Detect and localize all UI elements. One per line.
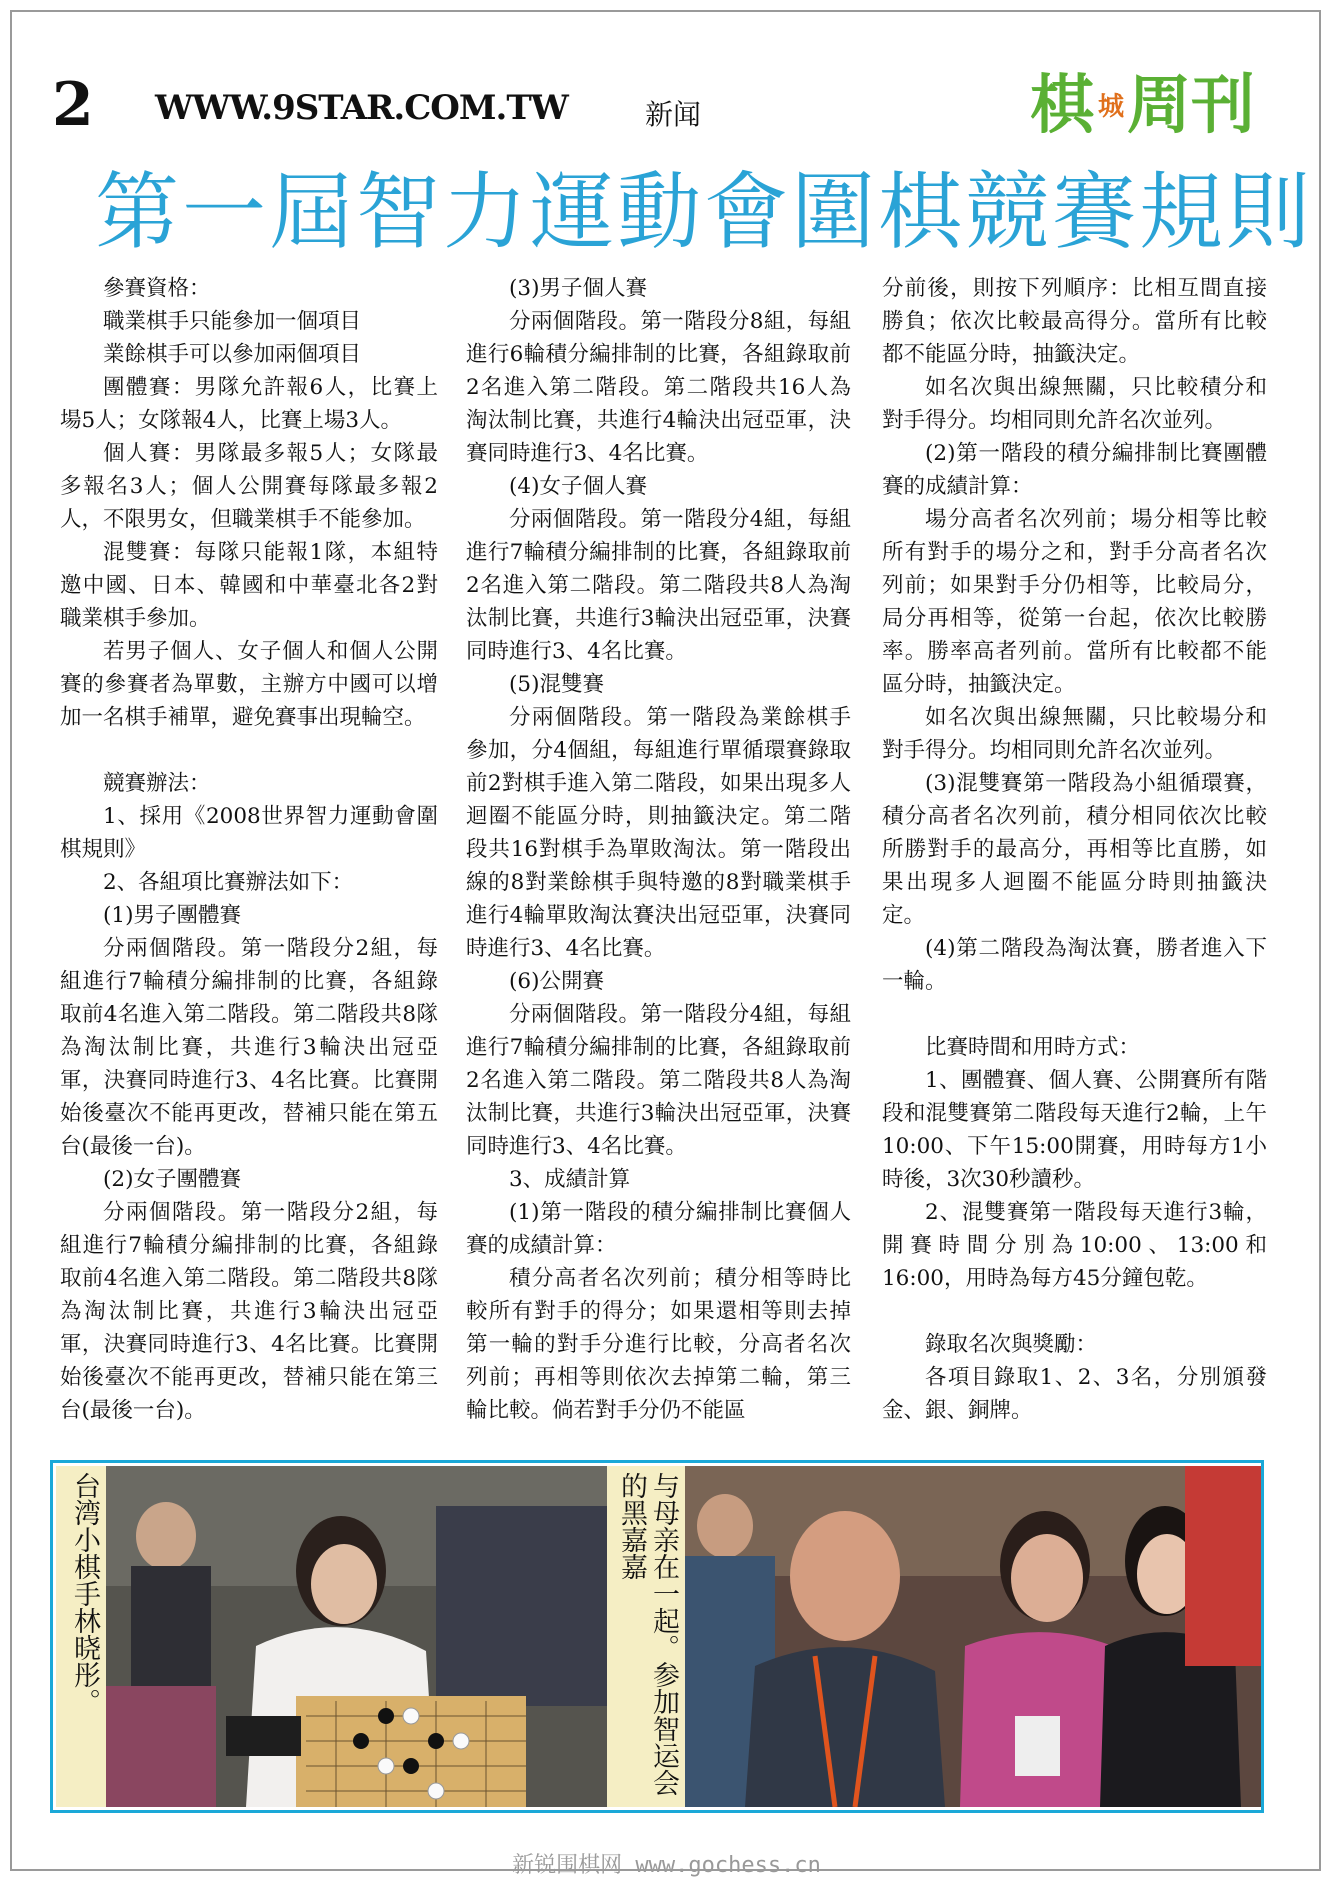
para: 分兩個階段。第一階段分4組，每組進行7輪積分編排制的比賽，各組錄取前2名進入第二階段。第二階段共8人為淘汰制比賽，共進行3輪決出冠亞軍，決賽同時進行3、4名比賽。 <box>466 1002 851 1159</box>
para: 個人賽：男隊最多報5人；女隊最多報名3人；個人公開賽每隊最多報2人，不限男女，但職業棋手不能參加。 <box>60 441 438 532</box>
photo-girl-illustration <box>106 1466 607 1807</box>
para: 各項目錄取1、2、3名，分別頒發金、銀、銅牌。 <box>882 1365 1267 1423</box>
para: 如名次與出線無關，只比較積分和對手得分。均相同則允許名次並列。 <box>882 375 1267 433</box>
sub-heading: (4)第二階段為淘汰賽，勝者進入下一輪。 <box>882 936 1267 994</box>
section-heading: 錄取名次與獎勵： <box>925 1332 1098 1357</box>
para: 分兩個階段。第一階段分8組，每組進行6輪積分編排制的比賽，各組錄取前2名進入第二階段。第二階段共16人為淘汰制比賽，共進行4輪決出冠亞軍，決賽同時進行3、4名比賽。 <box>466 309 851 466</box>
photo-caption-right: 与母亲在一起。参加智运会的黑嘉嘉 <box>607 1466 685 1807</box>
sub-heading: (3)混雙賽第一階段為小組循環賽，積分高者名次列前，積分相同依次比較所勝對手的最高分，再相等比直勝，如果出現多人迴圈不能區分時則抽籤決定。 <box>882 771 1267 928</box>
article-title: 第一屆智力運動會圍棋競賽規則 <box>95 163 1314 261</box>
para: 業餘棋手可以參加兩個項目 <box>103 342 362 367</box>
footer-watermark: 新锐围棋网 www.gochess.cn <box>512 1853 821 1878</box>
para: 2、混雙賽第一階段每天進行3輪，開賽時間分別為10:00、13:00和16:00，用時為每方45分鐘包乾。 <box>882 1200 1267 1291</box>
para: 分兩個階段。第一階段分2組，每組進行7輪積分編排制的比賽，各組錄取前4名進入第二階段。第二階段共8隊為淘汰制比賽，共進行3輪決出冠亞軍，決賽同時進行3、4名比賽。比賽開始後臺次不能再更改，替補只能在第五台(最後一台)。 <box>60 936 438 1159</box>
para: 分兩個階段。第一階段為業餘棋手參加，分4個組，每組進行單循環賽錄取前2對棋手進入第二階段，如果出現多人迴圈不能區分時，則抽籤決定。第二階段共16對棋手為單敗淘汰。第一階段出線的8對業餘棋手與特邀的8對職業棋手進行4輪單敗淘汰賽決出冠亞軍，決賽同時進行3、4名比賽。 <box>466 705 851 961</box>
section-heading: 3、成績計算 <box>509 1167 631 1192</box>
para: 分兩個階段。第一階段分4組，每組進行7輪積分編排制的比賽，各組錄取前2名進入第二階段。第二階段共8人為淘汰制比賽，共進行3輪決出冠亞軍，決賽同時進行3、4名比賽。 <box>466 507 851 664</box>
photo-girl-playing-go <box>106 1466 607 1807</box>
photo-band <box>50 1460 1264 1813</box>
site-url: WWW.9STAR.COM.TW <box>155 88 568 128</box>
brand-char-1: 棋 <box>1030 69 1094 143</box>
sub-heading: (2)女子團體賽 <box>103 1167 241 1192</box>
photo-mother-daughter <box>685 1466 1261 1807</box>
para: 團體賽：男隊允許報6人，比賽上場5人；女隊報4人，比賽上場3人。 <box>60 375 438 433</box>
article-column-2 <box>466 272 851 1427</box>
sub-heading: (3)男子個人賽 <box>509 276 647 301</box>
para: 1、團體賽、個人賽、公開賽所有階段和混雙賽第二階段每天進行2輪，上午10:00、下午15:00開賽，用時每方1小時後，3次30秒讀秒。 <box>882 1068 1267 1192</box>
brand-logo <box>1030 66 1255 146</box>
para: 場分高者名次列前；場分相等比較所有對手的場分之和，對手分高者名次列前；如果對手分仍相等，比較局分，局分再相等，從第一台起，依次比較勝率。勝率高者列前。當所有比較都不能區分時，抽籤決定。 <box>882 507 1267 697</box>
article-column-3 <box>882 272 1267 1427</box>
sub-heading: (6)公開賽 <box>509 969 604 994</box>
page-number: 2 <box>52 70 92 140</box>
photo-caption-left: 台湾小棋手林晓彤。 <box>56 1466 106 1807</box>
brand-char-small: 城 <box>1098 92 1125 122</box>
para: 分兩個階段。第一階段分2組，每組進行7輪積分編排制的比賽，各組錄取前4名進入第二階段。第二階段共8隊為淘汰制比賽，共進行3輪決出冠亞軍，決賽同時進行3、4名比賽。比賽開始後臺次不能再更改，替補只能在第三台(最後一台)。 <box>60 1200 438 1423</box>
para: 職業棋手只能參加一個項目 <box>103 309 362 334</box>
brand-char-2: 周刊 <box>1127 69 1255 143</box>
section-heading: 競賽辦法： <box>103 771 211 796</box>
para: 如名次與出線無關，只比較場分和對手得分。均相同則允許名次並列。 <box>882 705 1267 763</box>
sub-heading: (2)第一階段的積分編排制比賽團體賽的成績計算： <box>882 441 1267 499</box>
section-heading: 比賽時間和用時方式： <box>925 1035 1141 1060</box>
sub-heading: (4)女子個人賽 <box>509 474 647 499</box>
para: 混雙賽：每隊只能報1隊，本組特邀中國、日本、韓國和中華臺北各2對職業棋手參加。 <box>60 540 438 631</box>
section-label: 新闻 <box>645 98 702 131</box>
article-column-1 <box>60 272 438 1427</box>
para: 積分高者名次列前；積分相等時比較所有對手的得分；如果還相等則去掉第一輪的對手分進行比較，分高者名次列前；再相等則依次去掉第二輪，第三輪比較。倘若對手分仍不能區 <box>466 1266 851 1423</box>
para: 若男子個人、女子個人和個人公開賽的參賽者為單數，主辦方中國可以增加一名棋手補單，避免賽事出現輪空。 <box>60 639 438 730</box>
para: 1、採用《2008世界智力運動會圍棋規則》 <box>60 804 438 862</box>
para: 分前後，則按下列順序：比相互間直接勝負；依次比較最高得分。當所有比較都不能區分時，抽籤決定。 <box>882 276 1267 367</box>
para: 參賽資格： <box>103 276 211 301</box>
sub-heading: (1)第一階段的積分編排制比賽個人賽的成績計算： <box>466 1200 851 1258</box>
sub-heading: (5)混雙賽 <box>509 672 604 697</box>
sub-heading: (1)男子團體賽 <box>103 903 241 928</box>
para: 2、各組項比賽辦法如下： <box>103 870 354 895</box>
photo-players-illustration <box>685 1466 1261 1807</box>
